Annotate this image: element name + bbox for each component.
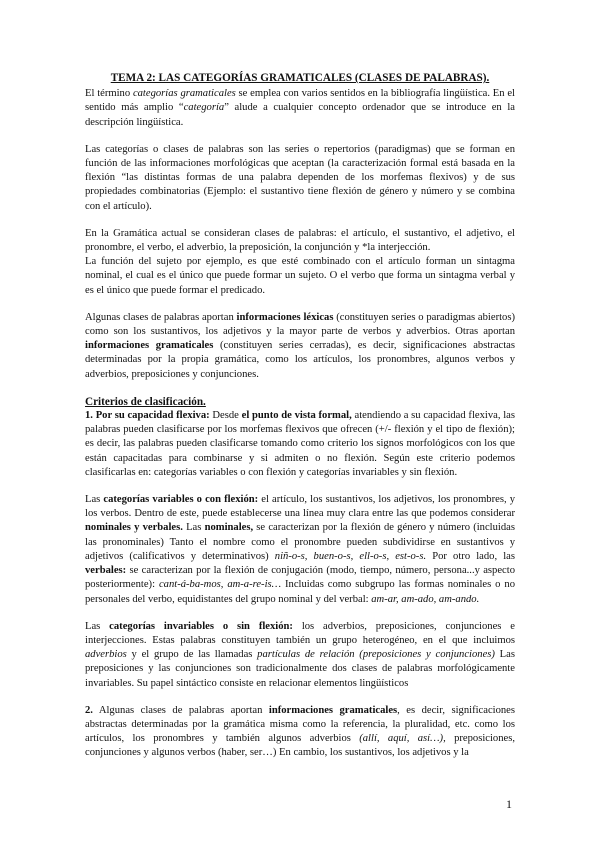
- criterion-1-paragraph: [85, 409, 515, 480]
- page-number: 1: [506, 797, 512, 811]
- bold-term: informaciones gramaticales: [268, 704, 398, 716]
- text-run: preposiciones, conjunciones y algunos verbos (haber, ser…) En cambio, los sustantivos, los adjetivos y la: [85, 733, 515, 759]
- text-run: Las: [85, 494, 104, 506]
- text-run: (constituyen series cerradas), es decir, significaciones abstractas determinadas por la propia gramática, como los artículos, los pronombres, algunos verbos y adverbios, preposiciones y conjunciones.: [85, 340, 515, 380]
- italic-example: niñ-o-s, buen-o-s, ell-o-s, est-o-s.: [274, 550, 427, 562]
- criterion-2-paragraph: [85, 704, 515, 761]
- italic-term: partículas de relación (preposiciones y conjunciones): [257, 649, 495, 661]
- italic-example: am-ar, am-ado, am-ando.: [371, 593, 480, 605]
- bold-term: nominales y verbales.: [85, 522, 183, 534]
- text-run: , es decir, significaciones abstractas determinadas por la gramática misma como la referencia, la pluralidad, etc. como los artículos, los pronombres y también algunos adverbios: [85, 704, 516, 745]
- text-run: El término: [85, 88, 133, 100]
- criterion-number: 1. Por su capacidad flexiva:: [85, 410, 210, 422]
- text-run: se caracterizan por la flexión de conjugación (modo, tiempo, número, persona...y aspecto posteriormente):: [85, 565, 515, 591]
- paragraph-lexical-grammatical: [85, 311, 515, 382]
- criterion-number: 2.: [85, 704, 93, 716]
- text-run: Algunas clases de palabras aportan: [92, 704, 269, 716]
- paragraph-word-classes: En la Gramática actual se consideran clases de palabras: el artículo, el sustantivo, el adjetivo, el pronombre, el verbo, el adverbio, la preposición, la conjunción y *la interjección.: [85, 227, 515, 254]
- text-run: Desde: [209, 410, 242, 422]
- italic-example: cant-á-ba-mos, am-a-re-is…: [158, 579, 282, 591]
- bold-term: el punto de vista formal,: [241, 410, 352, 422]
- text-run: y el grupo de las llamadas: [126, 649, 258, 661]
- intro-paragraph: [85, 87, 515, 130]
- invariable-categories-paragraph: [85, 620, 515, 691]
- document-title: TEMA 2: LAS CATEGORÍAS GRAMATICALES (CLASES DE PALABRAS).: [110, 72, 490, 84]
- text-run: los adverbios, preposiciones, conjunciones e interjecciones. Estas palabras constituyen también un grupo heterogéneo, en el que incluimos: [85, 620, 515, 646]
- text-run: Las: [85, 620, 110, 632]
- text-run: se emplea con varios sentidos en la bibliografía lingüística. En el sentido más amplio “: [85, 88, 515, 114]
- text-run: Incluidas como subgrupo las formas nominales o no personales del verbo, equidistantes del grupo nominal y del verbal:: [85, 579, 515, 605]
- bold-term: categorías variables o con flexión:: [103, 494, 259, 506]
- bold-term: informaciones gramaticales: [85, 340, 214, 352]
- text-run: Las: [182, 522, 205, 534]
- text-run: Las preposiciones y las conjunciones son tradicionalmente dos clases de palabras morfológicamente invariables. Su papel sintáctico consiste en relacionar elementos lingüísticos: [85, 649, 515, 689]
- paragraph-subject-function: La función del sujeto por ejemplo, es que esté combinado con el artículo forman un sintagma nominal, el cual es el único que puede formar un sujeto. O el verbo que forma un sintagma verbal y es el único que puede formar el predicado.: [85, 256, 515, 296]
- variable-categories-paragraph: [85, 493, 515, 607]
- italic-example: (allí, aquí, así…),: [359, 733, 446, 745]
- text-run: se caracterizan por la flexión de género y número (incluidas las pronominales) Tanto el nombre como el pronombre pueden subdividirse en sustantivos y adjetivos (calificativos y determinativos): [85, 522, 515, 562]
- text-run: Algunas clases de palabras aportan: [85, 311, 237, 323]
- italic-term: categoría: [183, 102, 225, 114]
- document-page: [85, 71, 515, 761]
- text-run: Por otro lado, las: [426, 550, 515, 562]
- bold-term: categorías invariables o sin flexión:: [109, 620, 293, 632]
- bold-term: verbales:: [85, 565, 127, 577]
- text-run: ” alude a cualquier concepto ordenador que se introduce en la descripción lingüística.: [85, 102, 515, 128]
- italic-term: adverbios: [85, 649, 127, 661]
- text-run: (constituyen series o paradigmas abiertos) como son los sustantivos, los adjetivos y la mayor parte de verbos y adverbios. Otras aportan: [85, 311, 515, 338]
- bold-term: nominales,: [204, 522, 254, 534]
- text-run: el artículo, los sustantivos, los adjetivos, los pronombres, y los verbos. Dentro de este, puede establecerse una línea muy clara entre las que podemos considerar: [85, 494, 515, 520]
- text-run: atendiendo a su capacidad flexiva, las palabras pueden clasificarse por los morfemas flexivos que ofrecen (+/- flexión y el tipo de flexión); es decir, las palabras pueden clasificarse tomando como criterio los signos morfológicos con los que están capacitadas para combinarse y si admiten o no flexión. Según este criterio podemos clasificarlas en: categorías variables o con flexión y categorías invariables y sin flexión.: [85, 410, 515, 478]
- criteria-heading: Criterios de clasificación.: [85, 395, 206, 408]
- italic-term: categorías gramaticales: [132, 88, 236, 100]
- paragraph-categories-definition: Las categorías o clases de palabras son las series o repertorios (paradigmas) que se forman en función de las informaciones morfológicas que aceptan (la caracterización formal está basada en la flexión “las distintas formas de una palabra dependen de los morfemas flexivos) y de sus propiedades combinatorias (Ejemplo: el sustantivo tiene flexión de género y número y se combina con el artículo).: [85, 143, 515, 212]
- bold-term: informaciones léxicas: [236, 311, 334, 323]
